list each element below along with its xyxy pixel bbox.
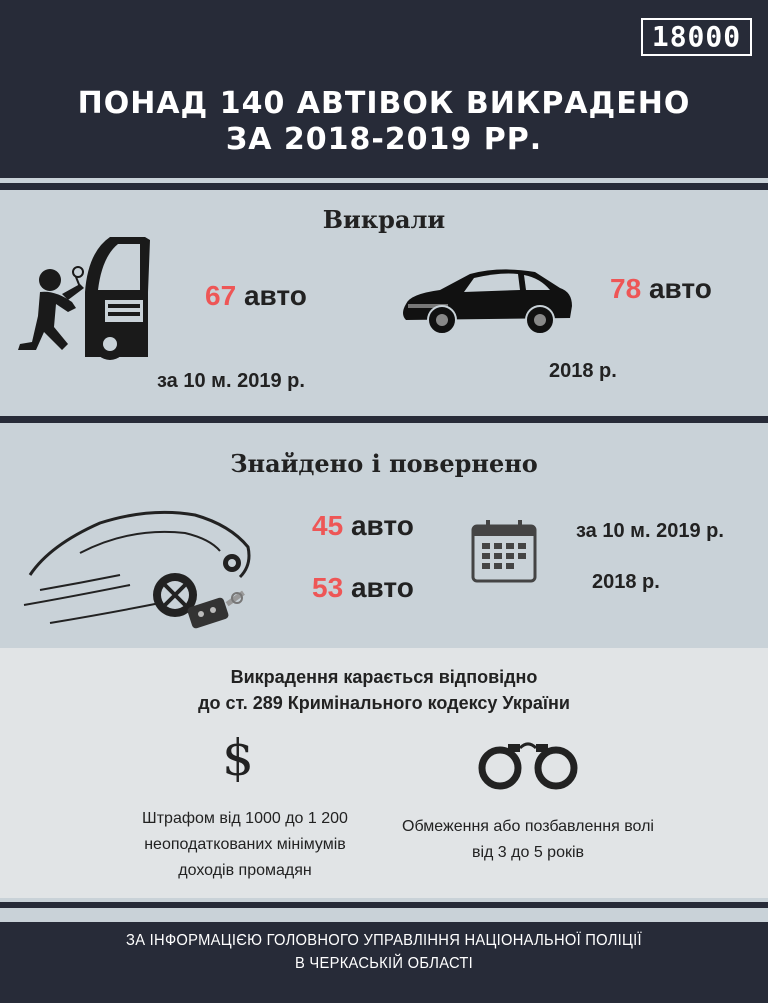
thief-car-icon — [10, 232, 155, 362]
law-line-1: Викрадення карається відповідно — [230, 667, 538, 687]
footer-line-1: ЗА ІНФОРМАЦІЄЮ ГОЛОВНОГО УПРАВЛІННЯ НАЦІОНАЛЬНОЇ ПОЛІЦІЇ — [126, 932, 642, 949]
stolen-period-2018: 2018 р. — [549, 360, 617, 382]
stolen-title: Викрали — [322, 205, 446, 234]
fine-line-3: доходів промадян — [178, 862, 312, 879]
divider-top — [0, 183, 768, 190]
found-title: Знайдено і повернено — [230, 449, 538, 478]
found-number-2019: 45 — [312, 510, 344, 541]
calendar-icon — [470, 518, 538, 584]
prison-description — [378, 814, 678, 866]
law-line-2: до ст. 289 Кримінального кодексу України — [198, 693, 570, 713]
dollar-icon: $ — [222, 729, 254, 787]
found-count-2019 — [312, 510, 414, 542]
stolen-unit-2019: авто — [243, 280, 307, 311]
fine-line-1: Штрафом від 1000 до 1 200 — [142, 810, 348, 827]
stolen-number-2018: 78 — [610, 273, 642, 304]
stolen-unit-2018: авто — [648, 273, 712, 304]
stolen-period-2019: за 10 м. 2019 р. — [157, 370, 305, 392]
footer-line-2: В ЧЕРКАСЬКІЙ ОБЛАСТІ — [294, 955, 474, 972]
headline-line-2: ЗА 2018-2019 РР. — [225, 122, 543, 157]
stolen-count-2018 — [610, 273, 712, 305]
found-unit-2018: авто — [350, 572, 414, 603]
stolen-count-2019 — [205, 280, 307, 312]
found-period-2019: за 10 м. 2019 р. — [576, 520, 724, 542]
headline-line-1: ПОНАД 140 АВТІВОК ВИКРАДЕНО — [77, 86, 691, 121]
found-number-2018: 53 — [312, 572, 344, 603]
prison-line-2: від 3 до 5 років — [471, 844, 585, 861]
fine-description — [110, 806, 380, 884]
prison-line-1: Обмеження або позбавлення волі — [402, 818, 654, 835]
divider-middle — [0, 416, 768, 423]
logo: 18000 — [641, 18, 752, 56]
sedan-icon — [400, 262, 575, 340]
fine-line-2: неоподаткованих мінімумів — [144, 836, 346, 853]
divider-bottom — [0, 902, 768, 908]
found-period-2018: 2018 р. — [592, 571, 660, 593]
stolen-number-2019: 67 — [205, 280, 237, 311]
found-count-2018 — [312, 572, 414, 604]
car-key-icon — [185, 588, 250, 630]
handcuffs-icon — [476, 738, 581, 790]
found-unit-2019: авто — [350, 510, 414, 541]
